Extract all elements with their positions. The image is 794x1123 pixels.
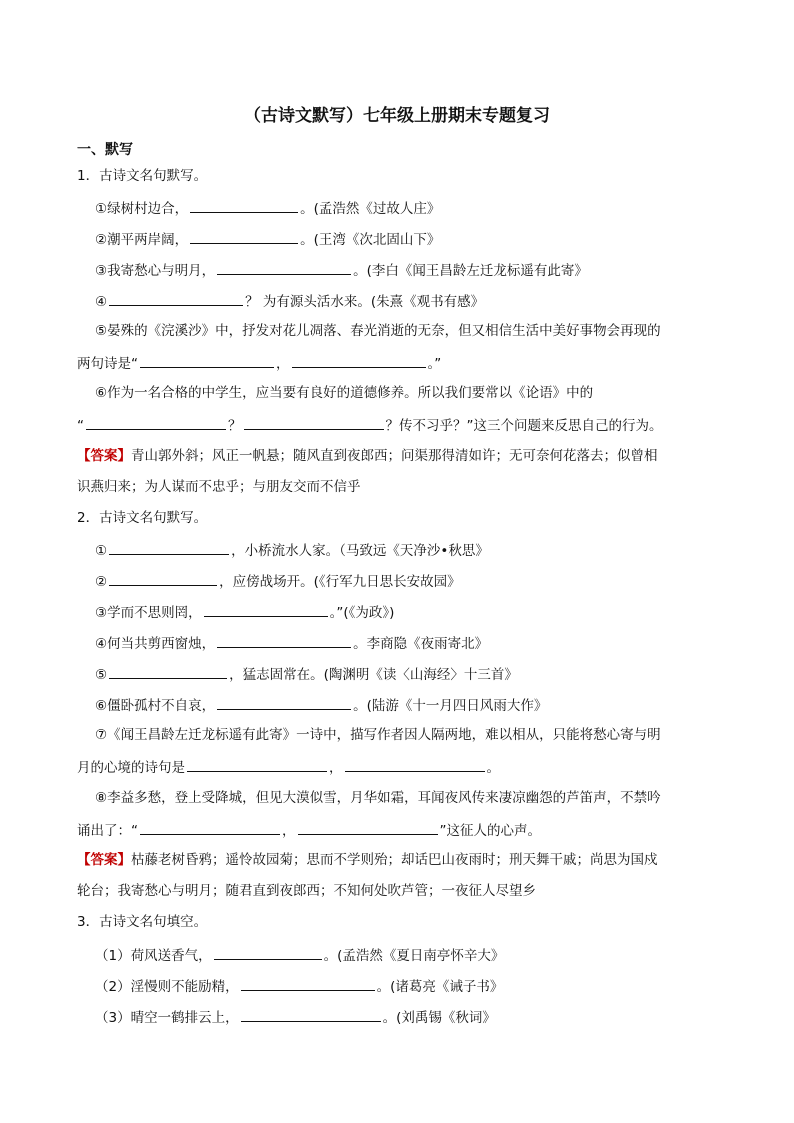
answer-blank[interactable]: [241, 1006, 381, 1022]
item-text: 诵出了：“: [77, 823, 138, 839]
q1-item-4: [95, 290, 484, 312]
item-text: 两句诗是“: [77, 356, 138, 372]
q1-answer-line2: 识燕归来；为人谋而不忠乎；与朋友交而不信乎: [77, 479, 361, 495]
item-source: 。李商隐《夜雨寄北》: [353, 636, 489, 652]
item-text: ？: [228, 418, 242, 434]
item-source: 。(王湾《次北固山下》: [300, 232, 441, 248]
item-source: 。(孟浩然《夏日南亭怀辛大》: [323, 948, 505, 964]
answer-blank[interactable]: [244, 414, 384, 430]
item-text: ③学而不思则罔，: [95, 605, 202, 621]
q2-answer-line1: [77, 850, 658, 870]
item-text: （1）荷风送香气，: [95, 948, 212, 964]
answer-blank[interactable]: [109, 290, 243, 306]
q2-item-6: [95, 694, 547, 716]
item-source: ，猛志固常在。(陶渊明《读〈山海经〉十三首》: [229, 667, 518, 683]
item-text: ，: [329, 760, 343, 776]
q2-item-4: [95, 632, 488, 654]
item-source: 。”(《为政》): [329, 605, 395, 621]
answer-blank[interactable]: [292, 352, 426, 368]
item-text: ⑥僵卧孤村不自哀，: [95, 698, 216, 714]
question-3-heading: 3．古诗文名句填空。: [77, 914, 208, 930]
item-text: ①绿树村边合，: [95, 201, 189, 217]
item-text: 。”: [427, 356, 442, 372]
answer-blank[interactable]: [214, 944, 322, 960]
item-text: 。: [486, 760, 500, 776]
item-text: ”这征人的心声。: [439, 823, 541, 839]
item-text: ④: [95, 294, 108, 310]
answer-blank[interactable]: [204, 601, 328, 617]
q2-item-1: [95, 539, 489, 561]
q1-item-6-line1: ⑥作为一名合格的中学生，应当要有良好的道德修养。所以我们要常以《论语》中的: [95, 385, 594, 401]
q3-item-1: [95, 944, 504, 966]
question-1-heading: 1．古诗文名句默写。: [77, 168, 208, 184]
answer-blank[interactable]: [190, 228, 298, 244]
q1-item-5-line1: ⑤晏殊的《浣溪沙》中，抒发对花儿凋落、春光消逝的无奈，但又相信生活中美好事物会再现的: [95, 323, 661, 339]
q2-answer-line2: 轮台；我寄愁心与明月；随君直到夜郎西；不知何处吹芦管；一夜征人尽望乡: [77, 883, 536, 899]
item-text: ②潮平两岸阔，: [95, 232, 189, 248]
item-text: ，: [282, 823, 296, 839]
item-text: （2）淫慢则不能励精，: [95, 979, 239, 995]
answer-text: 青山郭外斜；风正一帆悬；随风直到夜郎西；问渠那得清如许；无可奈何花落去；似曾相: [131, 448, 658, 464]
q2-item-7-line2: [77, 756, 500, 778]
q2-item-8-line2: [77, 819, 541, 841]
answer-blank[interactable]: [217, 694, 351, 710]
page-title: （古诗文默写）七年级上册期末专题复习: [244, 106, 550, 126]
answer-blank[interactable]: [187, 756, 327, 772]
item-text: ？传不习乎？”这三个问题来反思自己的行为。: [385, 418, 663, 434]
q1-item-3: [95, 259, 588, 281]
q1-item-2: [95, 228, 440, 250]
item-text: （3）晴空一鹤排云上，: [95, 1010, 239, 1026]
answer-blank[interactable]: [217, 632, 351, 648]
item-source: 。(刘禹锡《秋词》: [382, 1010, 496, 1026]
item-source: ，小桥流水人家。（马致远《天净沙•秋思》: [231, 543, 489, 559]
item-source: 。(陆游《十一月四日风雨大作》: [353, 698, 548, 714]
item-text: ①: [95, 543, 108, 559]
item-text: ②: [95, 574, 108, 590]
q3-item-2: [95, 975, 503, 997]
answer-blank[interactable]: [345, 756, 485, 772]
item-source: ，应傍战场开。(《行军九日思长安故园》: [219, 574, 461, 590]
answer-blank[interactable]: [140, 819, 280, 835]
q2-item-2: [95, 570, 461, 592]
q1-item-5-line2: [77, 352, 441, 374]
q2-item-3: [95, 601, 394, 623]
item-text: “: [77, 418, 84, 434]
item-source: 。(李白《闻王昌龄左迁龙标遥有此寄》: [353, 263, 588, 279]
answer-label: 【答案】: [77, 852, 131, 868]
answer-blank[interactable]: [109, 570, 217, 586]
item-source: 。(诸葛亮《诫子书》: [376, 979, 504, 995]
answer-blank[interactable]: [109, 539, 229, 555]
answer-blank[interactable]: [298, 819, 438, 835]
q1-item-1: [95, 197, 440, 219]
answer-blank[interactable]: [241, 975, 375, 991]
q3-item-3: [95, 1006, 496, 1028]
item-text: ⑤: [95, 667, 108, 683]
item-text: ③我寄愁心与明月，: [95, 263, 216, 279]
answer-blank[interactable]: [217, 259, 351, 275]
q2-item-7-line1: ⑦《闻王昌龄左迁龙标遥有此寄》一诗中，描写作者因人隔两地，难以相从，只能将愁心寄与明: [95, 727, 661, 743]
item-source: 。(孟浩然《过故人庄》: [300, 201, 441, 217]
answer-blank[interactable]: [86, 414, 226, 430]
q2-item-8-line1: ⑧李益多愁，登上受降城，但见大漠似雪，月华如霜，耳闻夜风传来凄凉幽怨的芦笛声，不禁吟: [95, 790, 661, 806]
q1-item-6-line2: [77, 414, 663, 436]
q2-item-5: [95, 663, 518, 685]
answer-blank[interactable]: [109, 663, 227, 679]
item-text: 月的心境的诗句是: [77, 760, 185, 776]
item-source: ？ 为有源头活水来。(朱熹《观书有感》: [245, 294, 485, 310]
answer-label: 【答案】: [77, 448, 131, 464]
question-2-heading: 2．古诗文名句默写。: [77, 510, 208, 526]
answer-blank[interactable]: [190, 197, 298, 213]
q1-answer-line1: [77, 446, 658, 466]
answer-blank[interactable]: [140, 352, 274, 368]
answer-text: 枯藤老树昏鸦；遥怜故园菊；思而不学则殆；却话巴山夜雨时；刑天舞干戚；尚思为国戍: [131, 852, 658, 868]
section-heading: 一、默写: [77, 142, 133, 158]
item-text: ④何当共剪西窗烛，: [95, 636, 216, 652]
item-text: ，: [276, 356, 290, 372]
